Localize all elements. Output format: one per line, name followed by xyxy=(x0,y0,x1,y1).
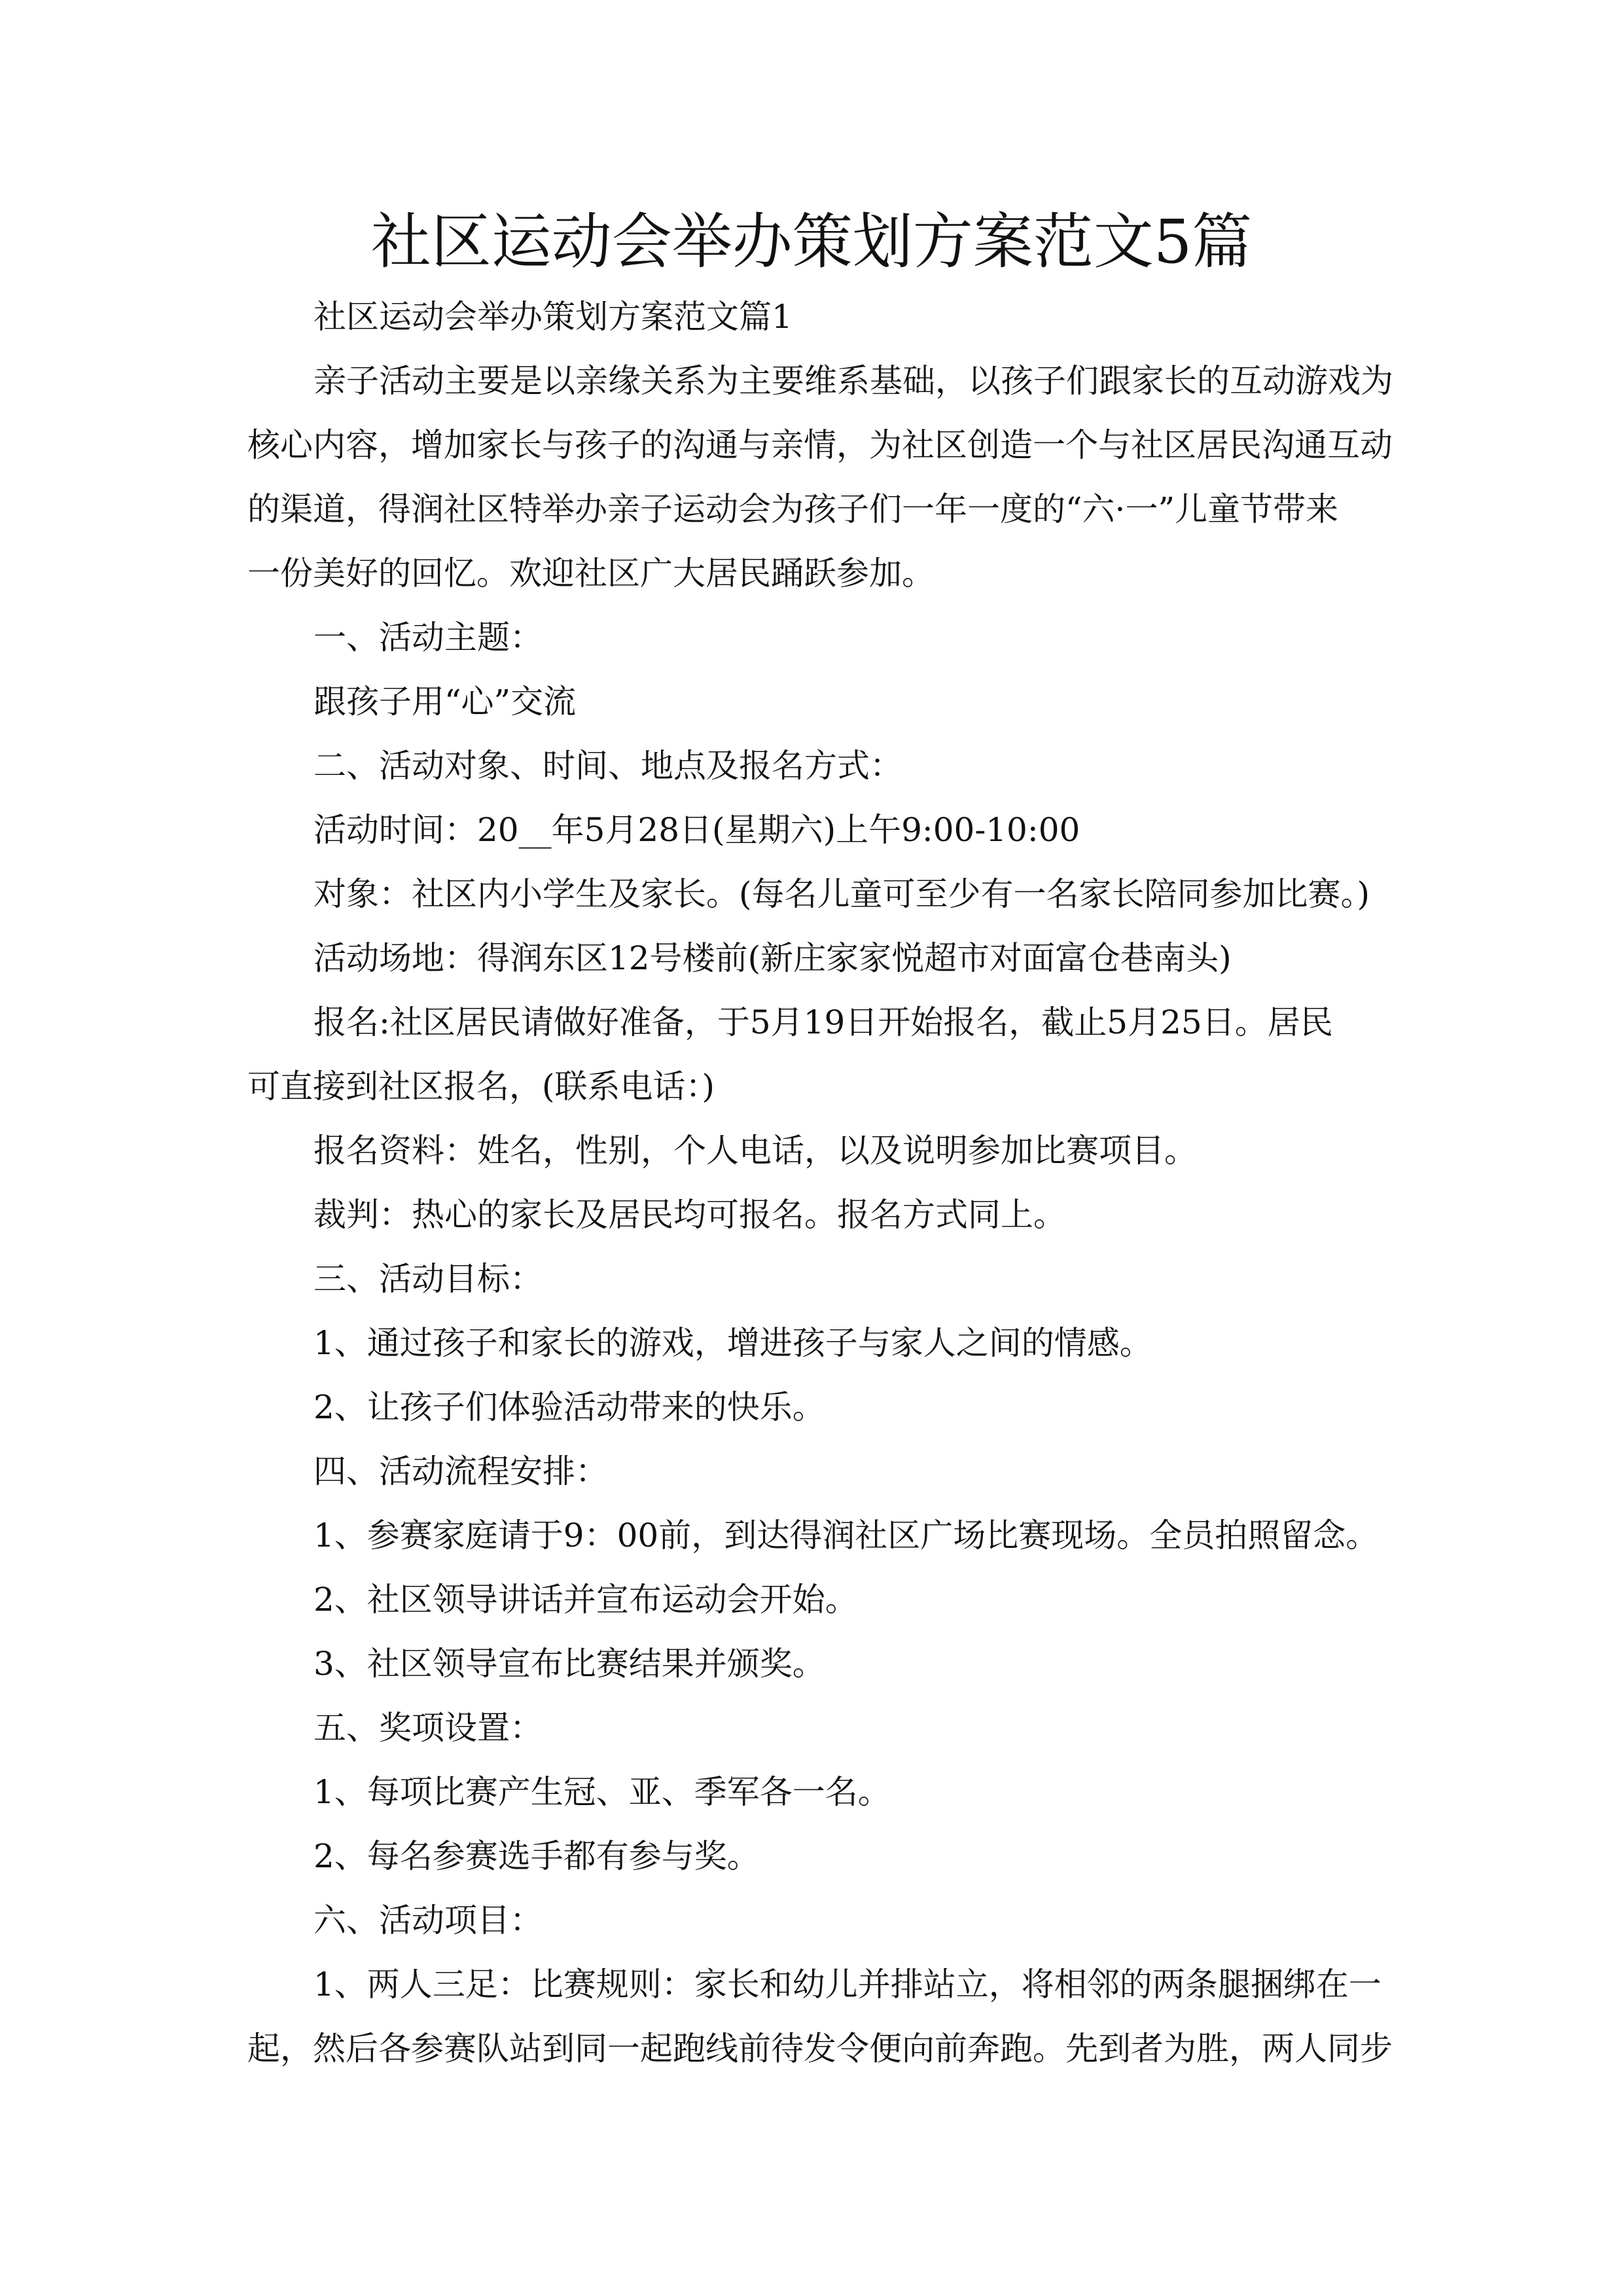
text-line: 五、奖项设置： xyxy=(313,1709,543,1747)
text-line: 3、社区领导宣布比赛结果并颁奖。 xyxy=(313,1645,825,1683)
text-line: 2、社区领导讲话并宣布运动会开始。 xyxy=(313,1581,858,1619)
text-line: 二、活动对象、时间、地点及报名方式： xyxy=(313,747,902,785)
text-line: 2、每名参赛选手都有参与奖。 xyxy=(313,1837,760,1875)
text-line: 一份美好的回忆。欢迎社区广大居民踊跃参加。 xyxy=(247,554,935,592)
text-line: 报名资料：姓名，性别，个人电话，以及说明参加比赛项目。 xyxy=(313,1132,1197,1170)
document-title: 社区运动会举办策划方案范文5篇 xyxy=(370,207,1253,277)
document-body xyxy=(247,285,1399,2081)
text-line: 亲子活动主要是以亲缘关系为主要维系基础，以孩子们跟家长的互动游戏为 xyxy=(313,362,1393,400)
text-line: 一、活动主题： xyxy=(313,619,543,656)
text-line: 2、让孩子们体验活动带来的快乐。 xyxy=(313,1388,825,1426)
text-line: 1、参赛家庭请于9：00前，到达得润社区广场比赛现场。全员拍照留念。 xyxy=(313,1516,1379,1554)
text-line: 活动场地：得润东区12号楼前(新庄家家悦超市对面富仓巷南头) xyxy=(313,939,1232,977)
text-line: 报名:社区居民请做好准备，于5月19日开始报名，截止5月25日。居民 xyxy=(313,1003,1333,1041)
text-line: 对象：社区内小学生及家长。(每名儿童可至少有一名家长陪同参加比赛。) xyxy=(313,875,1370,913)
text-line: 三、活动目标： xyxy=(313,1260,543,1298)
text-line: 1、每项比赛产生冠、亚、季军各一名。 xyxy=(313,1773,891,1811)
text-line: 1、通过孩子和家长的游戏，增进孩子与家人之间的情感。 xyxy=(313,1324,1152,1362)
text-line: 活动时间：20__年5月28日(星期六)上午9:00-10:00 xyxy=(313,811,1080,849)
text-line: 核心内容，增加家长与孩子的沟通与亲情，为社区创造一个与社区居民沟通互动 xyxy=(247,426,1393,464)
text-line: 起，然后各参赛队站到同一起跑线前待发令便向前奔跑。先到者为胜，两人同步 xyxy=(247,2030,1393,2068)
text-line: 可直接到社区报名，(联系电话：) xyxy=(247,1067,715,1105)
text-line: 六、活动项目： xyxy=(313,1901,543,1939)
text-line: 社区运动会举办策划方案范文篇1 xyxy=(313,298,793,336)
text-line: 裁判：热心的家长及居民均可报名。报名方式同上。 xyxy=(313,1196,1066,1234)
text-line: 四、活动流程安排： xyxy=(313,1452,608,1490)
text-line: 跟孩子用“心”交流 xyxy=(313,683,577,721)
text-line: 的渠道，得润社区特举办亲子运动会为孩子们一年一度的“六·一”儿童节带来 xyxy=(247,490,1339,528)
text-line: 1、两人三足：比赛规则：家长和幼儿并排站立，将相邻的两条腿捆绑在一 xyxy=(313,1965,1382,2003)
